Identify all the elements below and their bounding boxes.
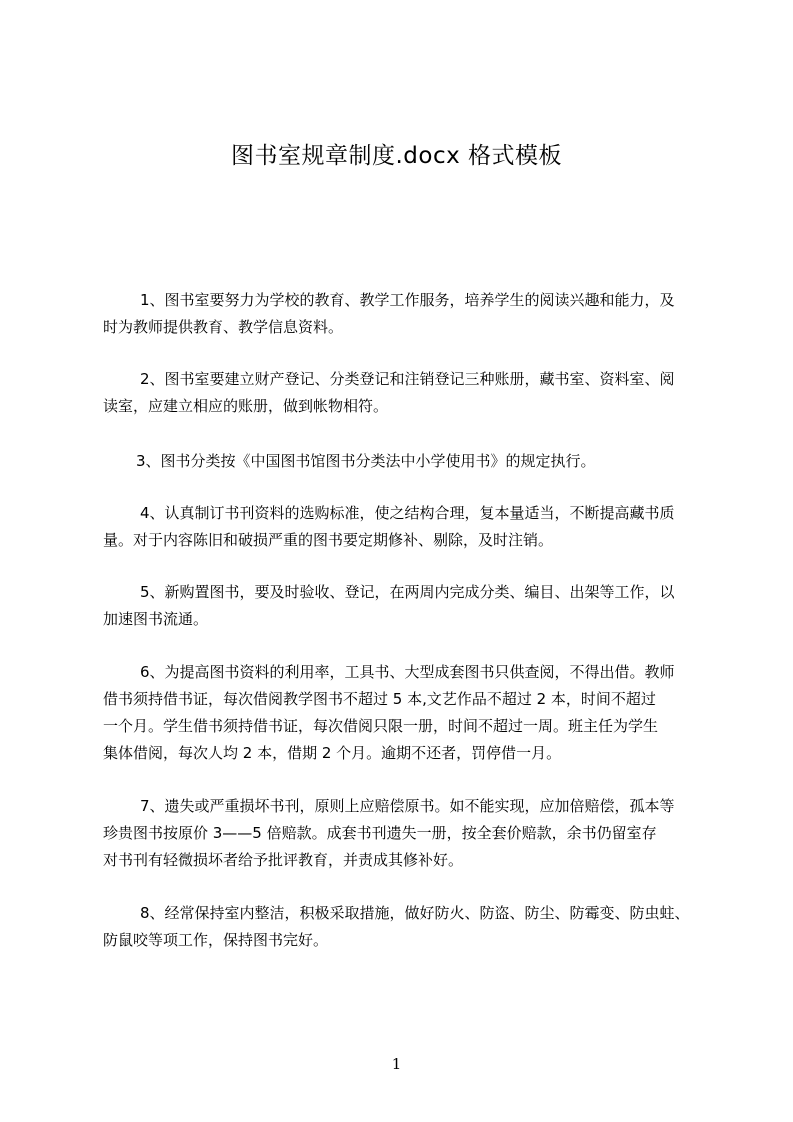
paragraph-line: 5、新购置图书，要及时验收、登记，在两周内完成分类、编目、出架等工作，以	[140, 583, 675, 601]
paragraph-line: 量。对于内容陈旧和破损严重的图书要定期修补、剔除，及时注销。	[103, 531, 554, 549]
paragraph-2	[103, 366, 723, 420]
paragraph-3	[103, 448, 723, 475]
paragraph-line: 加速图书流通。	[103, 610, 209, 628]
paragraph-line: 6、为提高图书资料的利用率，工具书、大型成套图书只供查阅，不得出借。教师	[140, 663, 675, 681]
paragraph-line: 读室，应建立相应的账册，做到帐物相符。	[103, 397, 389, 415]
paragraph-1	[103, 287, 723, 341]
page-number: 1	[391, 1055, 402, 1073]
paragraph-line: 一个月。学生借书须持借书证，每次借阅只限一册，时间不超过一周。班主任为学生	[103, 717, 659, 735]
paragraph-line: 珍贵图书按原价 3——5 倍赔款。成套书刊遗失一册，按全套价赔款，余书仍留室存﻿	[103, 824, 657, 842]
paragraph-line: 借书须持借书证，每次借阅教学图书不超过 5 本,文艺作品不超过 2 本，时间不超过	[103, 690, 656, 708]
paragraph-line: 4、认真制订书刊资料的选购标准，使之结构合理，复本量适当，不断提高藏书质	[140, 504, 675, 522]
paragraph-5	[103, 579, 723, 633]
paragraph-line: 对书刊有轻微损坏者给予批评教育，并责成其修补好。	[103, 851, 464, 869]
paragraph-6	[103, 659, 723, 767]
paragraph-line: 8、经常保持室内整洁，积极采取措施，做好防火、防盗、防尘、防霉变、防虫蛀、	[140, 904, 690, 922]
paragraph-4	[103, 500, 723, 554]
paragraph-line: 3、图书分类按《中国图书馆图书分类法中小学使用书》的规定执行。	[136, 452, 596, 470]
paragraph-line: 1、图书室要努力为学校的教育、教学工作服务，培养学生的阅读兴趣和能力，及	[140, 291, 675, 309]
paragraph-7	[103, 793, 723, 874]
paragraph-line: 时为教师提供教育、教学信息资料。	[103, 318, 344, 336]
paragraph-8	[103, 900, 723, 954]
paragraph-line: 集体借阅，每次人均 2 本，借期 2 个月。逾期不还者，罚停借一月。	[103, 744, 562, 762]
paragraph-line: 2、图书室要建立财产登记、分类登记和注销登记三种账册，藏书室、资料室、阅	[140, 370, 675, 388]
paragraph-line: 防鼠咬等项工作，保持图书完好。	[103, 931, 329, 949]
document-title: 图书室规章制度.docx 格式模板	[230, 143, 563, 169]
paragraph-line: 7、遗失或严重损坏书刊，原则上应赔偿原书。如不能实现，应加倍赔偿，孤本等	[140, 797, 675, 815]
